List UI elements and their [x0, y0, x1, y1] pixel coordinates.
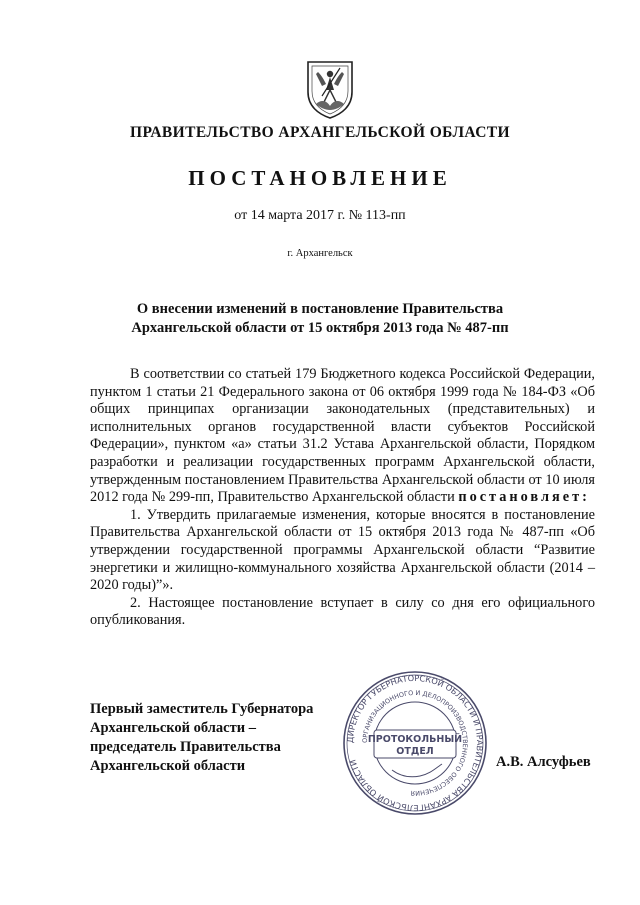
decree-colon: : — [582, 489, 587, 506]
subject-line-1: О внесении изменений в постановление Правительства — [136, 301, 504, 317]
stamp-center-line-1: ПРОТОКОЛЬНЫЙ — [367, 734, 463, 745]
government-title: ПРАВИТЕЛЬСТВО АРХАНГЕЛЬСКОЙ ОБЛАСТИ — [129, 124, 510, 141]
subject-line-2: Архангельской области от 15 октября 2013 года № 487-пп — [131, 320, 509, 336]
signatory-name: А.В. Алсуфьев — [496, 754, 591, 770]
position-line-2: Архангельской области – — [90, 720, 256, 736]
document-subject — [80, 300, 560, 338]
official-stamp — [340, 668, 490, 818]
document-body — [90, 366, 595, 630]
stamp-outer-text: ДИРЕКТОР ГУБЕРНАТОРСКОЙ ОБЛАСТИ И ПРАВИТЕЛЬСТВА АРХАНГЕЛЬСКОЙ ОБЛАСТИ — [344, 672, 486, 814]
position-line-4: Архангельской области — [90, 758, 246, 774]
preamble-text: В соответствии со статьей 179 Бюджетного кодекса Российской Федерации, пунктом 1 статьи 21 Федерального закона от 06 октября 1999 года № 184-ФЗ «Об общих принципах организации законодательных (представительных) и исполнительных органов государственной власти субъектов Российской Федерации», пунктом «а» статьи 31.2 Устава Архангельской области, Порядком разработки и реализации государственных программ Архангельской области, утвержденным постановлением Правительства Архангельской области от 10 июля 2012 года № 299-пп, Правительство Архангельской области — [90, 366, 595, 506]
position-line-1: Первый заместитель Губернатора — [90, 701, 314, 717]
signatory-position — [90, 700, 350, 776]
stamp-center-line-2: ОТДЕЛ — [396, 746, 434, 757]
stamp-inner-text: ОРГАНИЗАЦИОННОГО И ДЕЛОПРОИЗВОДСТВЕННОГО ОБЕСПЕЧЕНИЯ — [360, 688, 470, 798]
item-1-paragraph: 1. Утвердить прилагаемые изменения, которые вносятся в постановление Правительства Архангельской области от 15 октября 2013 года № 487-пп «Об утверждении государственной программы Архангельской области “Развитие энергетики и жилищно-коммунального хозяйства Архангельской области (2014 – 2020 годы)”». — [90, 506, 595, 594]
coat-of-arms-icon — [304, 58, 356, 120]
decree-word: постановляет — [458, 489, 583, 506]
document-date-number: от 14 марта 2017 г. № 113-пп — [234, 208, 406, 223]
item-2-paragraph: 2. Настоящее постановление вступает в силу со дня его официального опубликования. — [90, 594, 595, 629]
document-city: г. Архангельск — [287, 248, 353, 259]
document-type: ПОСТАНОВЛЕНИЕ — [188, 166, 452, 190]
preamble-paragraph — [90, 366, 595, 507]
position-line-3: председатель Правительства — [90, 739, 281, 755]
